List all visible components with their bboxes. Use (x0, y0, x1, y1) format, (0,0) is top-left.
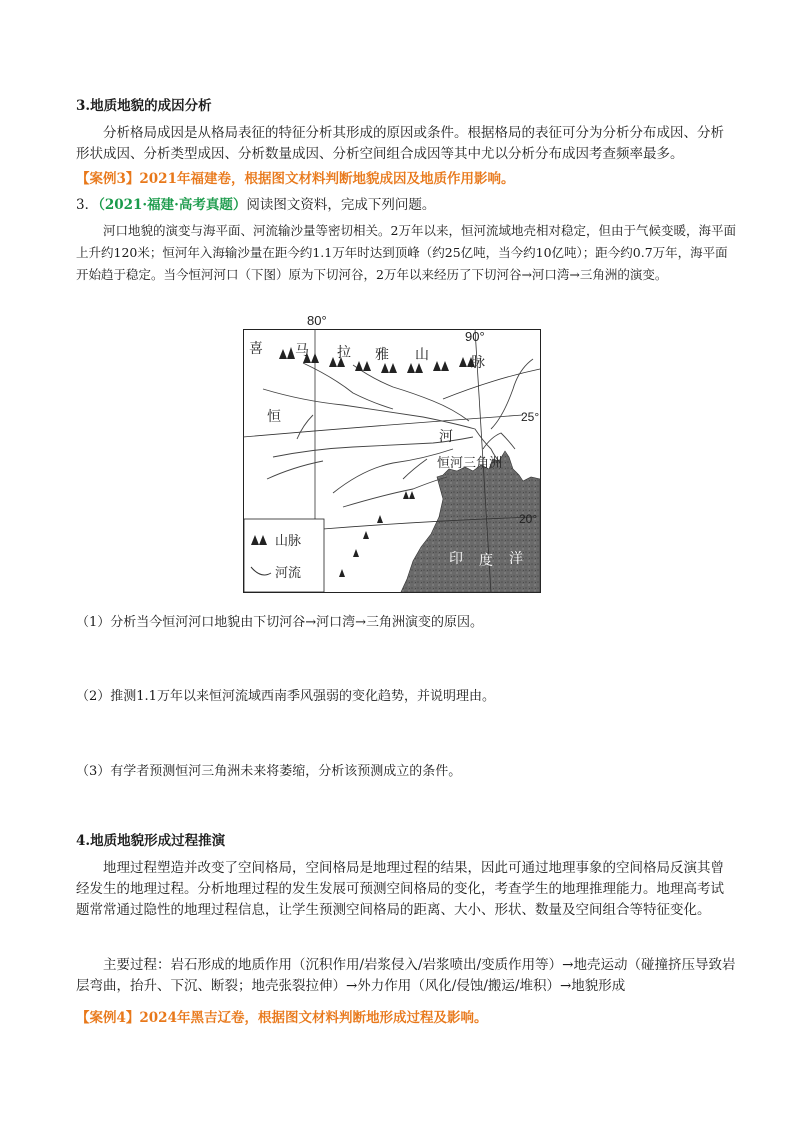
section4-paragraph: 地理过程塑造并改变了空间格局，空间格局是地理过程的结果，因此可通过地理事象的空间格局反演其曾经发生的地理过程。分析地理过程的发生发展可预测空间格局的变化，考查学生的地理推理能力。地理高考试题常常通过隐性的地理过程信息，让学生预测空间格局的距离、大小、形状、数量及空间组合等特征变化。 (76, 860, 724, 918)
subquestion-2: （2）推测1.1万年以来恒河流域西南季风强弱的变化趋势，并说明理由。 (76, 689, 495, 704)
mountain-char-3: 拉 (337, 344, 351, 360)
map-legend (244, 519, 324, 592)
section3-paragraph: 分析格局成因是从格局表征的特征分析其形成的原因或条件。根据格局的表征可分为分析分布成因、分析形状成因、分析类型成因、分析数量成因、分析空间组合成因等其中尤以分析分布成因考查频率最多。 (76, 125, 724, 162)
case3-label: 【案例3】2021年福建卷，根据图文材料判断地貌成因及地质作用影响。 (76, 171, 515, 187)
river-heng-label: 恒 (267, 408, 281, 424)
ocean-char-3: 洋 (509, 550, 523, 566)
lon-90-label: 90° (465, 329, 485, 344)
section4-heading: 4.地质地貌形成过程推演 (76, 833, 226, 849)
mountain-char-4: 雅 (375, 346, 389, 362)
question-header (76, 195, 736, 216)
lon-80-label: 80° (307, 313, 327, 328)
legend-mountain-label: 山脉 (275, 533, 302, 548)
question-prompt: 阅读图文资料，完成下列问题。 (246, 197, 436, 213)
lat-20-label: 20° (519, 512, 538, 526)
river-he-label: 河 (439, 428, 453, 444)
question-source: （2021·福建·高考真题） (98, 197, 247, 213)
question-number: 3． (76, 197, 99, 213)
delta-label: 恒河三角洲 (437, 455, 503, 470)
question-material: 河口地貌的演变与海平面、河流输沙量等密切相关。2万年以来，恒河流域地壳相对稳定，但由于气候变暖，海平面上升约120米；恒河年入海输沙量在距今约1.1万年时达到顶峰（约25亿吨，当今约10亿吨）；距今约0.7万年，海平面开始趋于稳定。当今恒河河口（下图）原为下切河谷，2万年以来经历了下切河谷→河口湾→三角洲的演变。 (76, 223, 736, 282)
section4-process: 主要过程：岩石形成的地质作用（沉积作用/岩浆侵入/岩浆喷出/变质作用等）→地壳运动（碰撞挤压导致岩层弯曲，抬升、下沉、断裂；地壳张裂拉伸）→外力作用（风化/侵蚀/搬运/堆积）→地貌形成 (76, 957, 736, 994)
case4-label: 【案例4】2024年黑吉辽卷，根据图文材料判断地形成过程及影响。 (76, 1010, 488, 1026)
lat-25-label: 25° (521, 410, 540, 424)
mountain-char-5: 山 (415, 346, 429, 362)
mountain-char-6: 脉 (471, 354, 485, 370)
ocean-char-2: 度 (479, 552, 493, 568)
subquestion-1: （1）分析当今恒河河口地貌由下切河谷→河口湾→三角洲演变的原因。 (76, 615, 484, 630)
legend-river-label: 河流 (275, 565, 302, 580)
section3-heading: 3.地质地貌的成因分析 (76, 98, 212, 114)
ocean-char-1: 印 (449, 550, 463, 566)
subquestion-3: （3）有学者预测恒河三角洲未来将萎缩，分析该预测成立的条件。 (76, 764, 462, 779)
ganges-delta-map (243, 313, 541, 593)
mountain-char-2: 马 (295, 342, 309, 358)
mountain-char-1: 喜 (249, 340, 263, 356)
